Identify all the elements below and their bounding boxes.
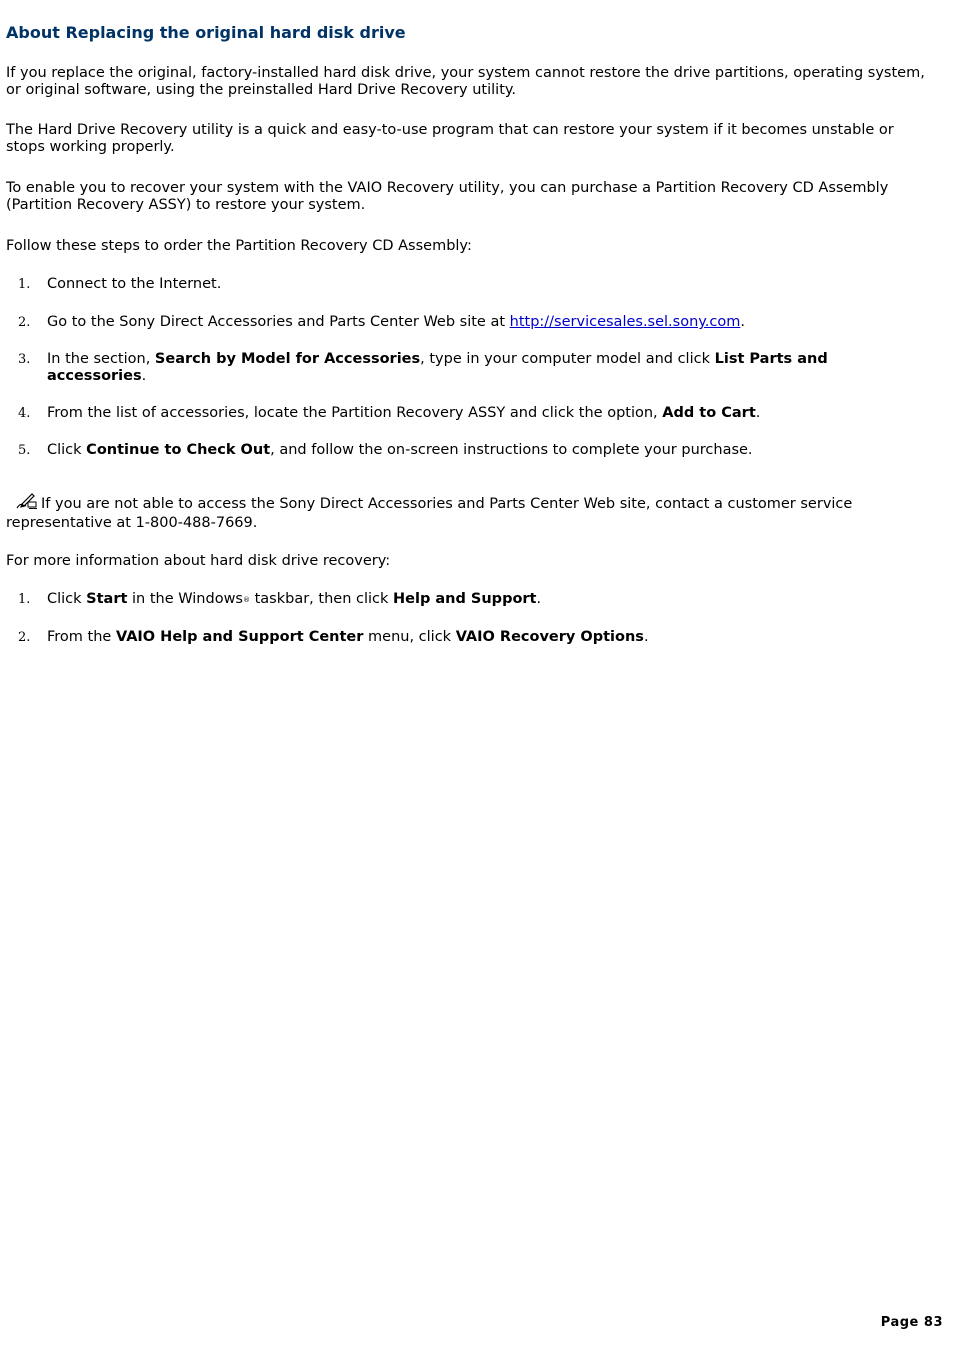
step-text-part: From the	[47, 629, 116, 645]
step-text	[47, 442, 927, 459]
step-text-part: Click	[47, 591, 87, 607]
search-by-model-label: Search by Model for Accessories	[154, 351, 421, 367]
step-text-part: menu, click	[363, 629, 456, 645]
more-info-paragraph: For more information about hard disk drive recovery:	[6, 553, 391, 569]
step-number: 3.	[18, 352, 31, 367]
sony-parts-center-link[interactable]: http://servicesales.sel.sony.com	[509, 314, 741, 330]
step-text-part: , type in your computer model and click	[420, 351, 715, 367]
step-text-part: Go to the Sony Direct Accessories and Parts Center Web site at	[47, 314, 510, 330]
help-and-support-label: Help and Support	[393, 591, 537, 607]
order-steps-intro: Follow these steps to order the Partition Recovery CD Assembly:	[6, 238, 472, 254]
step-number: 1.	[18, 277, 31, 292]
page-title: About Replacing the original hard disk drive	[6, 23, 406, 42]
step-text-part: .	[740, 314, 745, 330]
step-text-part: .	[536, 591, 542, 607]
step-text-part: , and follow the on-screen instructions to complete your purchase.	[270, 442, 753, 458]
step-number: 2.	[18, 315, 31, 330]
intro-paragraph-recovery-utility: The Hard Drive Recovery utility is a quick and easy-to-use program that can restore your system if it becomes unstable or stops working properly.	[6, 122, 894, 155]
step-text	[47, 405, 927, 422]
intro-paragraph-partition-cd: To enable you to recover your system with the VAIO Recovery utility, you can purchase a Partition Recovery CD Assembly (Partition Recovery ASSY) to restore your system.	[6, 180, 889, 213]
list-parts-label: List Parts and accessories	[47, 351, 828, 384]
step-text-part: In the section,	[47, 351, 155, 367]
step-number: 1.	[18, 592, 31, 607]
step-text-part: in the Windows	[127, 591, 243, 607]
continue-to-checkout-label: Continue to Check Out	[86, 442, 271, 458]
step-text: Connect to the Internet.	[47, 276, 222, 292]
intro-paragraph-original-drive: If you replace the original, factory-installed hard disk drive, your system cannot restore the drive partitions, operating system, or original software, using the preinstalled Hard Drive Recovery utility.	[6, 65, 925, 98]
step-text	[47, 351, 927, 385]
step-number: 2.	[18, 630, 31, 645]
step-text-part: Click	[47, 442, 87, 458]
note-text: If you are not able to access the Sony Direct Accessories and Parts Center Web site, contact a customer service representative at 1-800-488-7669.	[6, 496, 853, 531]
vaio-help-center-label: VAIO Help and Support Center	[115, 629, 364, 645]
step-text-part: taskbar, then click	[250, 591, 394, 607]
step-text-part: .	[643, 629, 649, 645]
step-number: 4.	[18, 406, 31, 421]
step-text	[47, 629, 927, 646]
add-to-cart-label: Add to Cart	[662, 405, 756, 421]
page-number: Page 83	[880, 1315, 943, 1330]
step-text	[47, 591, 927, 609]
step-number: 5.	[18, 443, 31, 458]
step-text-part: .	[755, 405, 761, 421]
vaio-recovery-options-label: VAIO Recovery Options	[455, 629, 644, 645]
step-text-part: .	[141, 368, 147, 384]
note-pencil-icon	[16, 493, 38, 515]
step-text-part: From the list of accessories, locate the Partition Recovery ASSY and click the option,	[47, 405, 663, 421]
step-text	[47, 314, 927, 331]
note-paragraph	[6, 493, 936, 532]
start-label: Start	[86, 591, 128, 607]
registered-mark: ®	[243, 596, 250, 604]
